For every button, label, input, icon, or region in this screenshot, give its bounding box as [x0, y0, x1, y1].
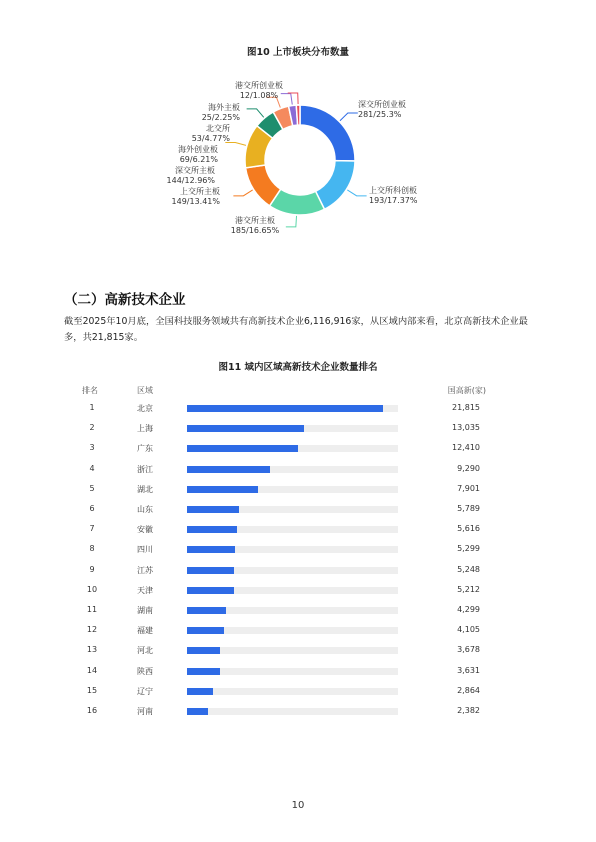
value-cell: 5,248: [457, 564, 480, 574]
region-cell: 湖南: [137, 606, 153, 615]
bar-track: [187, 708, 398, 715]
rank-cell: 7: [89, 524, 95, 534]
bar-track: [187, 668, 398, 675]
table-row: [0, 581, 596, 601]
table-row: [0, 682, 596, 702]
pie-label-bse: [150, 124, 230, 144]
pie-label-chinext: [358, 100, 406, 120]
rank-cell: 14: [86, 665, 98, 675]
rank-cell: 2: [89, 423, 95, 433]
pie-label-name: 港交所创业板: [235, 81, 283, 90]
pie-label-name: 上交所科创板: [369, 186, 417, 195]
rank-cell: 6: [89, 504, 95, 513]
value-cell: 5,616: [457, 524, 480, 534]
bar-track: [187, 627, 398, 634]
bar-track: [187, 445, 398, 452]
pie-label-overseas-main: [160, 103, 240, 123]
value-cell: 5,789: [457, 504, 480, 513]
rank-cell: 11: [86, 605, 98, 614]
pie-label-value: 69/6.21%: [179, 155, 218, 164]
region-cell: 北京: [137, 404, 153, 413]
page-number: 10: [291, 800, 305, 811]
pie-leader-line: [340, 113, 358, 121]
value-cell: 21,815: [452, 403, 480, 412]
bar-track: [187, 466, 398, 473]
bar-fill: [187, 607, 226, 614]
column-header-value: 国高新(家): [447, 386, 486, 395]
bar-fill: [187, 405, 383, 412]
pie-slice: [296, 105, 300, 125]
table-row: [0, 621, 596, 641]
bar-fill: [187, 627, 224, 634]
bar-fill: [187, 587, 234, 594]
bar-track: [187, 567, 398, 574]
region-cell: 上海: [137, 424, 153, 434]
table-row: [0, 561, 596, 581]
bar-fill: [187, 647, 220, 654]
rank-cell: 1: [89, 403, 95, 412]
pie-label-value: 193/17.37%: [369, 196, 418, 205]
value-cell: 5,212: [457, 584, 480, 594]
rank-cell: 15: [86, 685, 98, 695]
region-cell: 江苏: [137, 565, 153, 575]
pie-label-sz-main: [135, 166, 215, 186]
value-cell: 2,864: [457, 685, 480, 695]
table-row: [0, 500, 596, 520]
bar-track: [187, 506, 398, 513]
bar-fill: [187, 708, 208, 715]
pie-label-value: 185/16.65%: [230, 226, 280, 235]
table-row: [0, 540, 596, 560]
table-row: [0, 419, 596, 439]
region-cell: 河北: [137, 646, 153, 656]
table-row: [0, 702, 596, 722]
bar-track: [187, 688, 398, 695]
body-paragraph: 截至2025年10月底，全国科技服务领域共有高新技术企业6,116,916家，从区域内部来看，北京高新技术企业最多，共21,815家。: [64, 316, 528, 343]
value-cell: 2,382: [457, 706, 480, 715]
bar-track: [187, 546, 398, 553]
pie-label-value: 25/2.25%: [201, 113, 240, 122]
region-cell: 安徽: [137, 525, 153, 535]
table-row: [0, 399, 596, 419]
table-row: [0, 520, 596, 540]
pie-label-star: [369, 186, 417, 206]
column-header-rank: 排名: [82, 386, 98, 395]
pie-label-hk-main: [215, 216, 295, 236]
pie-leader-line: [347, 190, 366, 196]
region-cell: 浙江: [137, 464, 153, 474]
bar-fill: [187, 506, 239, 513]
value-cell: 13,035: [452, 423, 480, 433]
rank-cell: 13: [86, 645, 98, 655]
bar-fill: [187, 526, 237, 533]
bar-track: [187, 405, 398, 412]
region-cell: 广东: [137, 444, 153, 454]
value-cell: 5,299: [457, 544, 480, 554]
pie-label-hk-gem: [219, 81, 299, 101]
figure11-title: 图11 域内区域高新技术企业数量排名: [218, 362, 378, 373]
region-cell: 天津: [137, 585, 153, 595]
table-row: [0, 460, 596, 480]
value-cell: 3,678: [457, 645, 480, 655]
rank-cell: 10: [86, 584, 98, 594]
pie-label-name: 上交所主板: [180, 187, 220, 196]
rank-cell: 12: [86, 625, 98, 635]
region-cell: 陕西: [137, 666, 153, 676]
region-cell: 辽宁: [137, 686, 153, 696]
pie-label-value: 149/13.41%: [171, 197, 220, 206]
pie-label-value: 144/12.96%: [166, 176, 215, 185]
bar-track: [187, 486, 398, 493]
bar-track: [187, 607, 398, 614]
region-cell: 四川: [137, 545, 153, 555]
bar-fill: [187, 688, 213, 695]
pie-label-name: 深交所创业板: [358, 100, 406, 109]
region-cell: 河南: [137, 707, 153, 716]
pie-label-value: 53/4.77%: [191, 134, 230, 143]
bar-track: [187, 587, 398, 594]
pie-label-name: 深交所主板: [175, 166, 215, 175]
bar-track: [187, 647, 398, 654]
table-row: [0, 601, 596, 621]
section-heading: （二）高新技术企业: [64, 292, 186, 308]
pie-leader-line: [247, 109, 264, 117]
table-row: [0, 480, 596, 500]
column-header-region: 区域: [137, 386, 153, 395]
table-row: [0, 641, 596, 661]
region-cell: 湖北: [137, 484, 153, 494]
rank-cell: 16: [86, 706, 98, 715]
rank-cell: 5: [89, 483, 95, 493]
bar-fill: [187, 567, 234, 574]
value-cell: 4,105: [457, 625, 480, 635]
figure10-title: 图10 上市板块分布数量: [246, 47, 350, 58]
bar-fill: [187, 668, 220, 675]
table-row: [0, 439, 596, 459]
rank-cell: 9: [89, 564, 95, 574]
value-cell: 7,901: [457, 483, 480, 493]
pie-label-name: 港交所主板: [235, 216, 275, 225]
rank-cell: 4: [89, 463, 95, 473]
bar-fill: [187, 546, 235, 553]
bar-fill: [187, 425, 304, 432]
bar-track: [187, 425, 398, 432]
rank-cell: 3: [89, 443, 95, 453]
pie-label-name: 海外创业板: [178, 145, 218, 154]
bar-track: [187, 526, 398, 533]
value-cell: 3,631: [457, 665, 480, 675]
region-cell: 福建: [137, 626, 153, 636]
bar-fill: [187, 486, 258, 493]
pie-label-overseas-gem: [138, 145, 218, 165]
bar-fill: [187, 466, 270, 473]
pie-label-name: 海外主板: [208, 103, 240, 112]
value-cell: 9,290: [457, 463, 480, 473]
pie-leader-line: [233, 190, 252, 196]
bar-fill: [187, 445, 298, 452]
value-cell: 4,299: [457, 605, 480, 614]
pie-label-value: 281/25.3%: [358, 110, 402, 119]
pie-label-name: 北交所: [206, 124, 230, 133]
pie-label-sh-main: [140, 187, 220, 207]
pie-label-value: 12/1.08%: [239, 91, 279, 100]
region-cell: 山东: [137, 505, 153, 514]
value-cell: 12,410: [452, 443, 480, 453]
table-row: [0, 662, 596, 682]
rank-cell: 8: [89, 544, 95, 554]
